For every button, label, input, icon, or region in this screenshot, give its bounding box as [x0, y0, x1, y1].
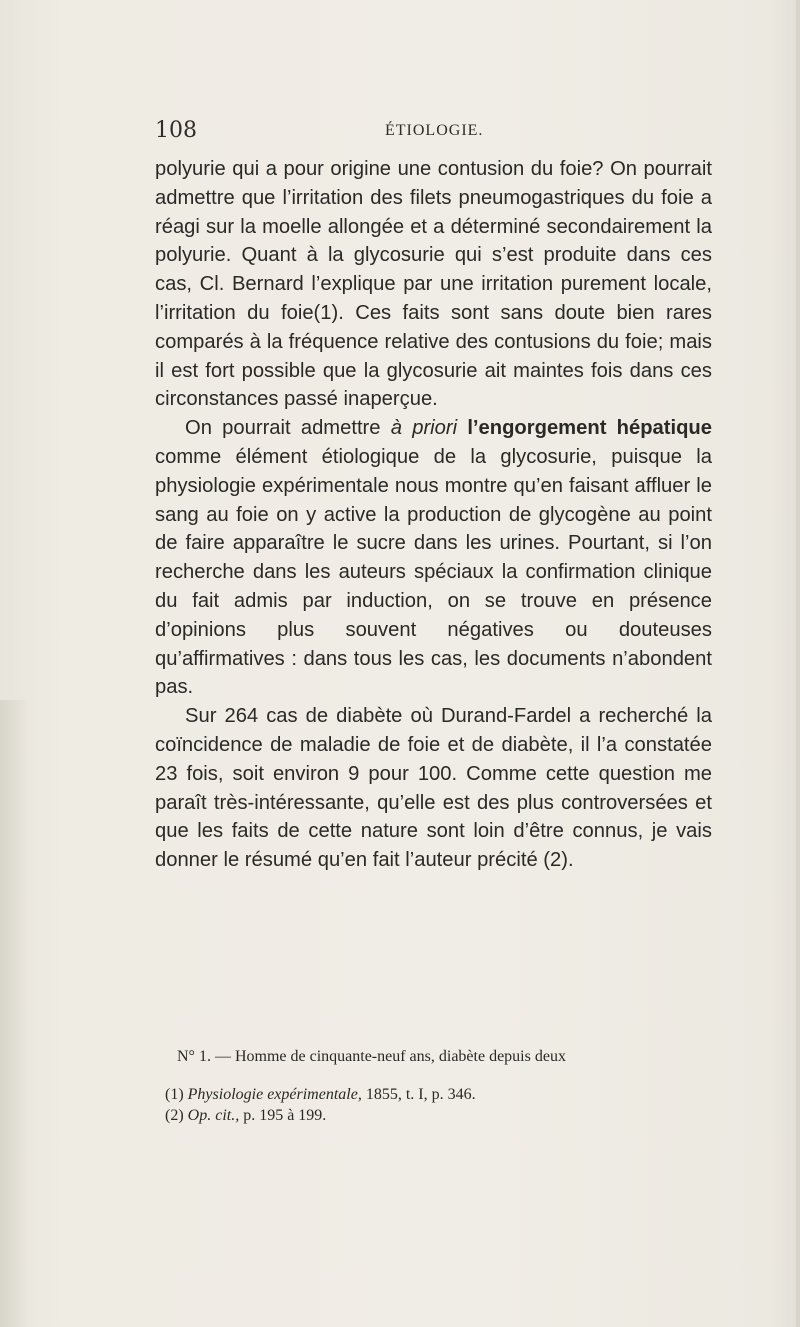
engorgement-bold: l’engorgement hépatique	[457, 417, 712, 440]
running-head: ÉTIOLOGIE.	[385, 122, 484, 139]
paragraph-2-rest: comme élément étiologique de la glycosurie, puisque la physiologie expérimentale nous montre qu’en faisant affluer le sang au foie on y active la production de glycogène au point de faire apparaître le sucre dans les urines. Pourtant, si l’on recherche dans les auteurs spéciaux la confirmation clinique du fait admis par induction, on se trouve en présence d’opinions plus souvent négatives ou douteuses qu’affirmatives : dans tous les cas, les documents n’abondent pas.	[155, 445, 712, 699]
footnote-2-title: Op. cit.,	[187, 1107, 240, 1124]
body-text	[155, 155, 712, 875]
page-header	[155, 118, 715, 146]
footnotes	[155, 1084, 712, 1126]
footnote-1-title: Physiologie expérimentale,	[187, 1086, 362, 1103]
paragraph-1: polyurie qui a pour origine une contusion du foie? On pourrait admettre que l’irritation des filets pneumogastriques du foie a réagi sur la moelle allongée et a déterminé secondairement la polyurie. Quant à la glycosurie qui s’est produite dans ces cas, Cl. Bernard l’explique par une irritation purement locale, l’irritation du foie(1). Ces faits sont sans doute bien rares comparés à la fréquence relative des contusions du foie; mais il est fort possible que la glycosurie ait maintes fois dans ces circonstances passé inaperçue.	[155, 158, 712, 411]
paragraph-3: Sur 264 cas de diabète où Durand-Fardel a recherché la coïncidence de maladie de foie et de diabète, il l’a constatée 23 fois, soit environ 9 pour 100. Comme cette question me paraît très-intéressante, qu’elle est des plus controversées et que les faits de cette nature sont loin d’être connus, je vais donner le résumé qu’en fait l’auteur précité (2).	[155, 705, 712, 872]
page-number: 108	[155, 118, 197, 143]
paragraph-2-prefix: On pourrait admettre	[185, 417, 391, 440]
case-observation	[155, 1046, 712, 1068]
footnote-2	[155, 1105, 712, 1126]
footnote-1-rest: 1855, t. I, p. 346.	[361, 1086, 476, 1103]
case-label: N° 1.	[177, 1048, 211, 1065]
case-text: — Homme de cinquante-neuf ans, diabète depuis deux	[210, 1048, 566, 1065]
page-shadow	[0, 700, 30, 1327]
paragraph-2	[155, 414, 712, 702]
a-priori-italic: à priori	[390, 417, 458, 440]
footnote-1-marker: (1)	[165, 1086, 188, 1103]
footnote-1	[155, 1084, 712, 1105]
footnote-2-rest: p. 195 à 199.	[239, 1107, 327, 1124]
footnote-2-marker: (2)	[165, 1107, 188, 1124]
case-line	[155, 1046, 712, 1068]
page-edge	[796, 0, 800, 1327]
